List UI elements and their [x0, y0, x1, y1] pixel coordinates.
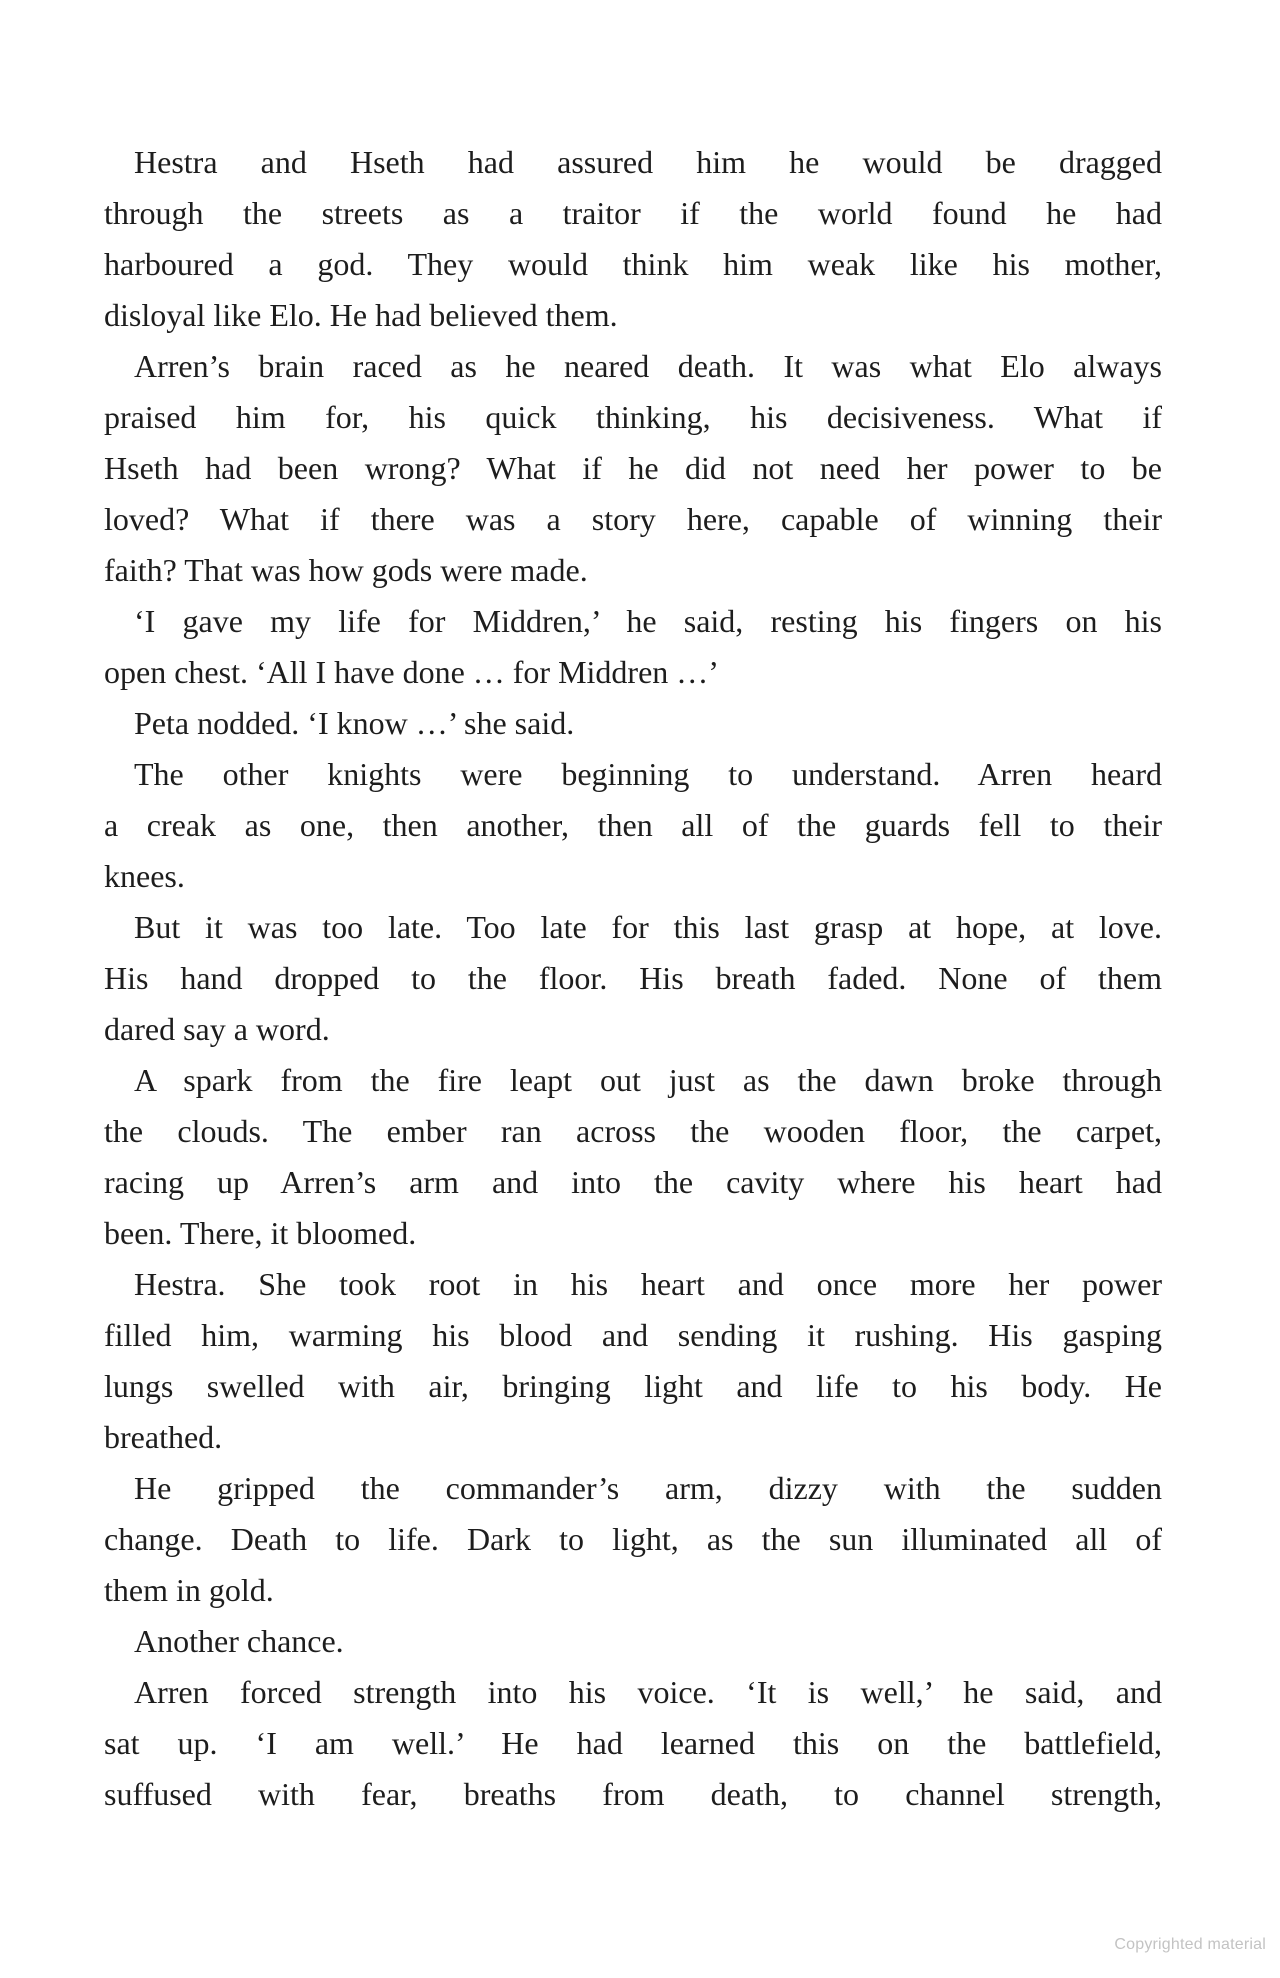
- paragraph: [104, 902, 1162, 1055]
- copyright-stamp: Copyrighted material: [1114, 1936, 1266, 1953]
- text-line: faith? That was how gods were made.: [104, 552, 588, 588]
- text-line: sat up. ‘I am well.’ He had learned this on the battlefield,: [104, 1725, 1162, 1761]
- text-line: racing up Arren’s arm and into the cavity where his heart had: [104, 1164, 1162, 1200]
- paragraph: [104, 137, 1162, 341]
- text-line: Hestra. She took root in his heart and once more her power: [134, 1266, 1162, 1302]
- text-line: The other knights were beginning to understand. Arren heard: [134, 756, 1162, 792]
- text-line: ‘I gave my life for Middren,’ he said, resting his fingers on his: [134, 603, 1162, 639]
- paragraph: [104, 749, 1162, 902]
- text-line: praised him for, his quick thinking, his decisiveness. What if: [104, 399, 1162, 435]
- paragraph: [104, 596, 1162, 698]
- paragraph: [104, 1259, 1162, 1463]
- paragraph: [104, 1463, 1162, 1616]
- text-line: His hand dropped to the floor. His breath faded. None of them: [104, 960, 1162, 996]
- text-line: Hseth had been wrong? What if he did not need her power to be: [104, 450, 1162, 486]
- text-line: But it was too late. Too late for this last grasp at hope, at love.: [134, 909, 1162, 945]
- text-line: lungs swelled with air, bringing light and life to his body. He: [104, 1368, 1162, 1404]
- text-line: open chest. ‘All I have done … for Middren …’: [104, 654, 719, 690]
- page-text: [104, 137, 1162, 1820]
- paragraph: [104, 1616, 1162, 1667]
- paragraph: [104, 698, 1162, 749]
- text-line: Arren’s brain raced as he neared death. It was what Elo always: [134, 348, 1162, 384]
- text-line: Another chance.: [134, 1623, 344, 1659]
- text-line: Hestra and Hseth had assured him he would be dragged: [134, 144, 1162, 180]
- text-line: a creak as one, then another, then all of the guards fell to their: [104, 807, 1162, 843]
- paragraph: [104, 1055, 1162, 1259]
- text-line: suffused with fear, breaths from death, to channel strength,: [104, 1776, 1162, 1812]
- text-line: the clouds. The ember ran across the wooden floor, the carpet,: [104, 1113, 1162, 1149]
- text-line: He gripped the commander’s arm, dizzy with the sudden: [134, 1470, 1162, 1506]
- text-line: dared say a word.: [104, 1011, 330, 1047]
- text-line: A spark from the fire leapt out just as the dawn broke through: [134, 1062, 1162, 1098]
- paragraph: [104, 341, 1162, 596]
- paragraph: [104, 1667, 1162, 1820]
- text-line: loved? What if there was a story here, capable of winning their: [104, 501, 1162, 537]
- text-line: filled him, warming his blood and sending it rushing. His gasping: [104, 1317, 1162, 1353]
- text-line: knees.: [104, 858, 185, 894]
- text-line: change. Death to life. Dark to light, as the sun illuminated all of: [104, 1521, 1162, 1557]
- text-line: them in gold.: [104, 1572, 274, 1608]
- text-line: disloyal like Elo. He had believed them.: [104, 297, 618, 333]
- text-line: Peta nodded. ‘I know …’ she said.: [134, 705, 575, 741]
- text-line: through the streets as a traitor if the world found he had: [104, 195, 1162, 231]
- text-line: been. There, it bloomed.: [104, 1215, 417, 1251]
- text-line: Arren forced strength into his voice. ‘It is well,’ he said, and: [134, 1674, 1162, 1710]
- text-line: breathed.: [104, 1419, 223, 1455]
- text-line: harboured a god. They would think him weak like his mother,: [104, 246, 1162, 282]
